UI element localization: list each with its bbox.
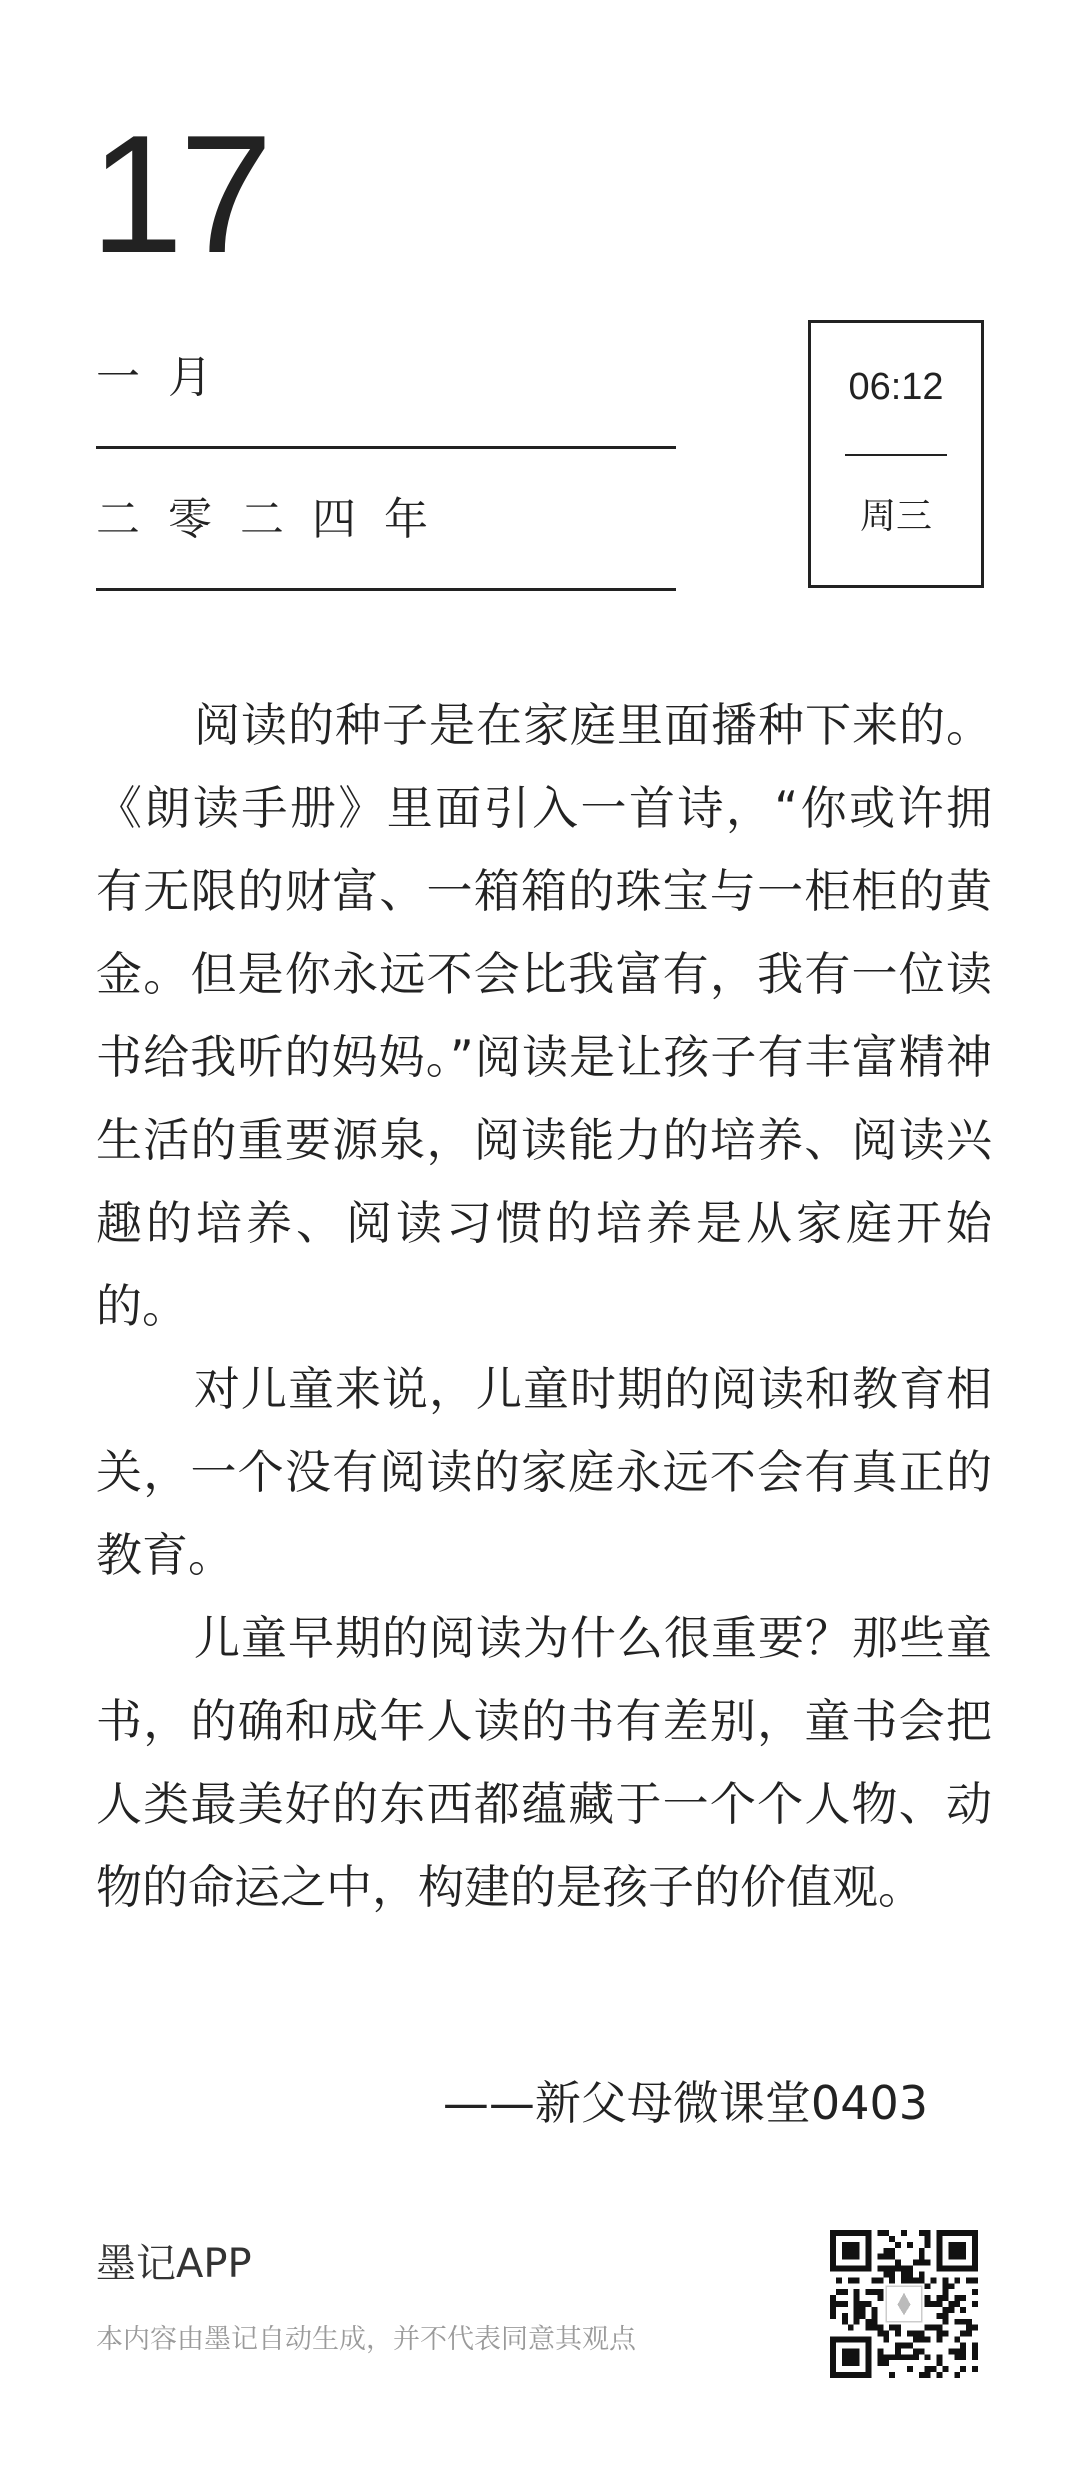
time-box bbox=[808, 320, 984, 588]
article-body bbox=[96, 684, 992, 1929]
qr-code-icon[interactable] bbox=[830, 2230, 978, 2378]
paragraph: 儿童早期的阅读为什么很重要？那些童书，的确和成年人读的书有差别，童书会把人类最美好的东西都蕴藏于一个个人物、动物的命运之中，构建的是孩子的价值观。 bbox=[96, 1611, 992, 1914]
divider bbox=[96, 588, 676, 591]
weekday-label: 周三 bbox=[859, 496, 932, 537]
divider bbox=[96, 446, 676, 449]
year-label: 二零二四年 bbox=[96, 494, 456, 545]
day-number: 17 bbox=[90, 100, 269, 288]
time-divider bbox=[845, 454, 947, 456]
month-label: 一月 bbox=[96, 352, 240, 403]
paragraph: 阅读的种子是在家庭里面播种下来的。《朗读手册》里面引入一首诗，“你或许拥有无限的财富、一箱箱的珠宝与一柜柜的黄金。但是你永远不会比我富有，我有一位读书给我听的妈妈。”阅读是让孩子有丰富精神生活的重要源泉，阅读能力的培养、阅读兴趣的培养、阅读习惯的培养是从家庭开始的。 bbox=[96, 698, 992, 1333]
disclaimer-text: 本内容由墨记自动生成，并不代表同意其观点 bbox=[96, 2324, 636, 2355]
quote-source: ——新父母微课堂0403 bbox=[442, 2076, 928, 2130]
time-label: 06:12 bbox=[848, 366, 944, 408]
app-brand: 墨记APP bbox=[96, 2241, 252, 2287]
paragraph: 对儿童来说，儿童时期的阅读和教育相关，一个没有阅读的家庭永远不会有真正的教育。 bbox=[96, 1362, 992, 1582]
